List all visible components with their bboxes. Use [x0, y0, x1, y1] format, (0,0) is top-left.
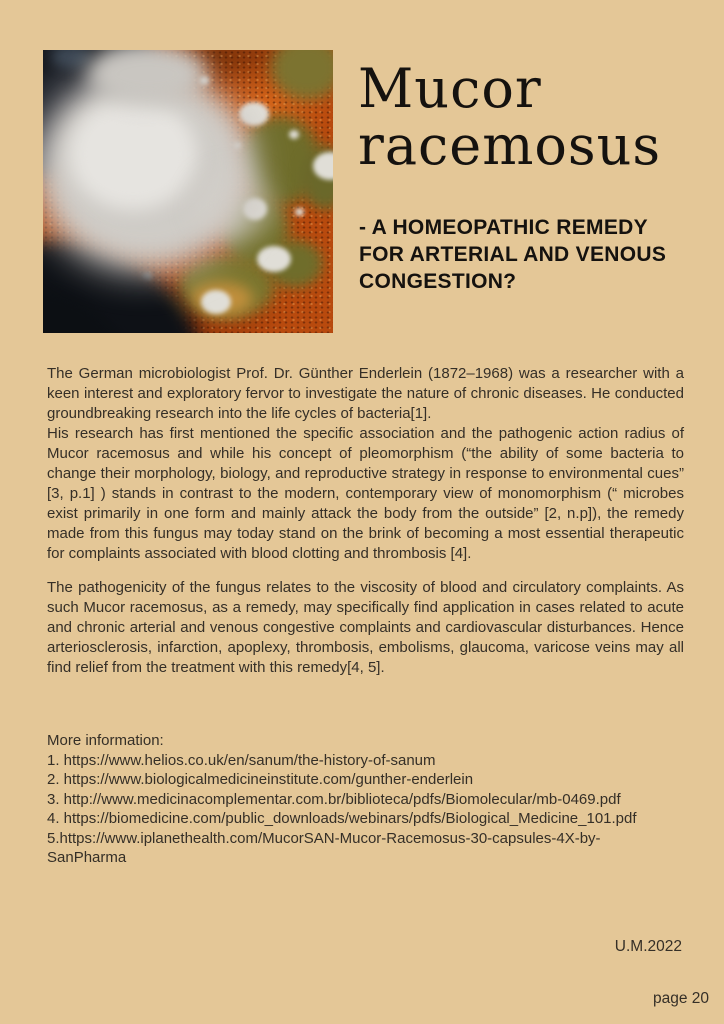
page-title [358, 57, 662, 177]
reference-link-5[interactable]: 5.https://www.iplanethealth.com/MucorSAN-Mucor-Racemosus-30-capsules-4X-by- [47, 829, 601, 847]
paragraph-research: His research has first mentioned the specific association and the pathogenic action radius of Mucor racemosus and while his concept of pleomorphism (“the ability of some bacteria to change their morphology, biology, and reproductive strategy in response to environmental cues” [3, p.1] ) stands in contrast to the modern, contemporary view of monomorphism (“ microbes exist primarily in one form and mainly attack the body from the outside” [2, n.p]), the remedy made from this fungus may today stand on the brink of becoming a most essential therapeutic for complaints associated with blood clotting and thrombosis [4]. [47, 425, 684, 562]
paragraph-intro: The German microbiologist Prof. Dr. Günther Enderlein (1872–1968) was a researcher with a keen interest and exploratory fervor to investigate the nature of chronic diseases. He conducted groundbreaking research into the life cycles of bacteria[1]. [47, 365, 684, 422]
more-info-section [47, 731, 684, 868]
article-body [47, 364, 684, 678]
paragraph-pathogenicity: The pathogenicity of the fungus relates to the viscosity of blood and circulatory complaints. As such Mucor racemosus, as a remedy, may specifically find application in cases related to acute and chronic arterial and venous congestive complaints and cardiovascular disturbances. Hence arteriosclerosis, infarction, apoplexy, thrombosis, embolisms, glaucoma, varicose veins may all find relief from the treatment with this remedy[4, 5]. [47, 579, 684, 676]
photo-art-white-colony [257, 246, 291, 272]
more-info-heading: More information: [47, 732, 164, 749]
photo-art-mold-mass [69, 98, 197, 210]
reference-link-4[interactable]: 4. https://biomedicine.com/public_downloads/webinars/pdfs/Biological_Medicine_101.pdf [47, 810, 637, 827]
page-subtitle [359, 214, 666, 295]
photo-art-white-colony [201, 290, 231, 314]
photo-art-white-colony [289, 130, 299, 139]
title-line-1: Mucor [358, 57, 542, 120]
reference-link-2[interactable]: 2. https://www.biologicalmedicineinstitute.com/gunther-enderlein [47, 771, 474, 788]
subtitle-line-2: FOR ARTERIAL AND VENOUS [359, 243, 667, 266]
photo-art-olive-patch [271, 50, 333, 100]
reference-link-5-continuation[interactable]: SanPharma [47, 849, 127, 866]
subtitle-line-1: - A HOMEOPATHIC REMEDY [359, 216, 648, 239]
reference-link-1[interactable]: 1. https://www.helios.co.uk/en/sanum/the-history-of-sanum [47, 751, 436, 769]
author-mark: U.M.2022 [614, 938, 682, 955]
page-number: page 20 [652, 990, 709, 1007]
photo-art-mold-mass [193, 170, 273, 240]
title-line-2: racemosus [358, 114, 662, 177]
reference-link-3[interactable]: 3. http://www.medicinacomplementar.com.br/biblioteca/pdfs/Biomolecular/mb-0469.pdf [47, 790, 621, 808]
subtitle-line-3: CONGESTION? [359, 270, 517, 293]
mucor-culture-photo [43, 50, 333, 333]
photo-art-white-colony [295, 208, 304, 216]
